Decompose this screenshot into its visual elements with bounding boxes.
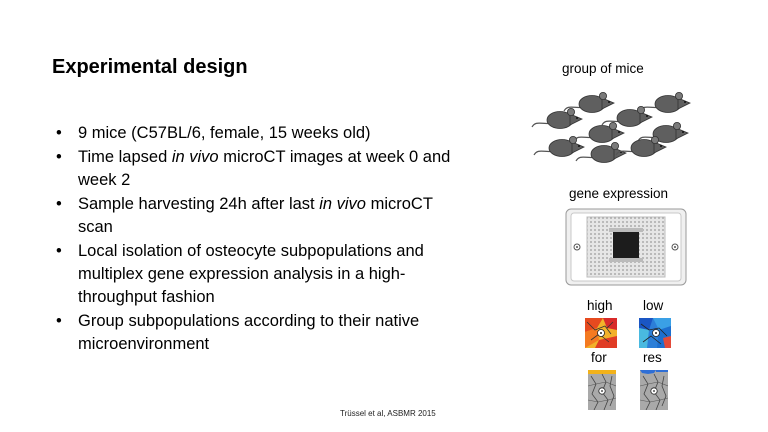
bullet-icon: • bbox=[56, 312, 62, 330]
bullet-icon: • bbox=[56, 124, 62, 142]
mice-group-illustration bbox=[528, 88, 700, 168]
bullet-text: Group subpopulations according to their native microenvironment bbox=[78, 312, 420, 353]
bullet-item bbox=[56, 310, 456, 356]
group-label-low: low bbox=[643, 298, 664, 313]
gene-chip-illustration bbox=[565, 208, 687, 286]
group-label-high: high bbox=[587, 298, 613, 313]
bullet-icon: • bbox=[56, 148, 62, 166]
bullet-icon: • bbox=[56, 195, 62, 213]
bullet-item bbox=[56, 240, 456, 309]
slide-title: Experimental design bbox=[52, 56, 248, 78]
bullet-text: 9 mice (C57BL/6, female, 15 weeks old) bbox=[78, 124, 371, 142]
bone-formation-thumbnail bbox=[588, 370, 616, 410]
bullet-text: Sample harvesting 24h after last in vivo microCT scan bbox=[78, 195, 433, 236]
mice-label: group of mice bbox=[562, 61, 644, 76]
heatmap-low-thumbnail bbox=[639, 318, 671, 348]
bullet-text: Time lapsed in vivo microCT images at week 0 and week 2 bbox=[78, 148, 451, 189]
bullet-item bbox=[56, 146, 456, 192]
bullet-text: Local isolation of osteocyte subpopulations and multiplex gene expression analysis in a high-throughput fashion bbox=[78, 242, 424, 306]
gene-expression-label: gene expression bbox=[569, 186, 669, 201]
bullet-list bbox=[56, 122, 456, 357]
citation: Trüssel et al, ASBMR 2015 bbox=[340, 409, 436, 418]
group-label-for: for bbox=[591, 350, 607, 365]
bullet-item bbox=[56, 193, 456, 239]
bullet-item bbox=[56, 122, 456, 145]
bullet-icon: • bbox=[56, 242, 62, 260]
group-label-res: res bbox=[643, 350, 662, 365]
bone-resorption-thumbnail bbox=[640, 370, 668, 410]
heatmap-high-thumbnail bbox=[585, 318, 617, 348]
